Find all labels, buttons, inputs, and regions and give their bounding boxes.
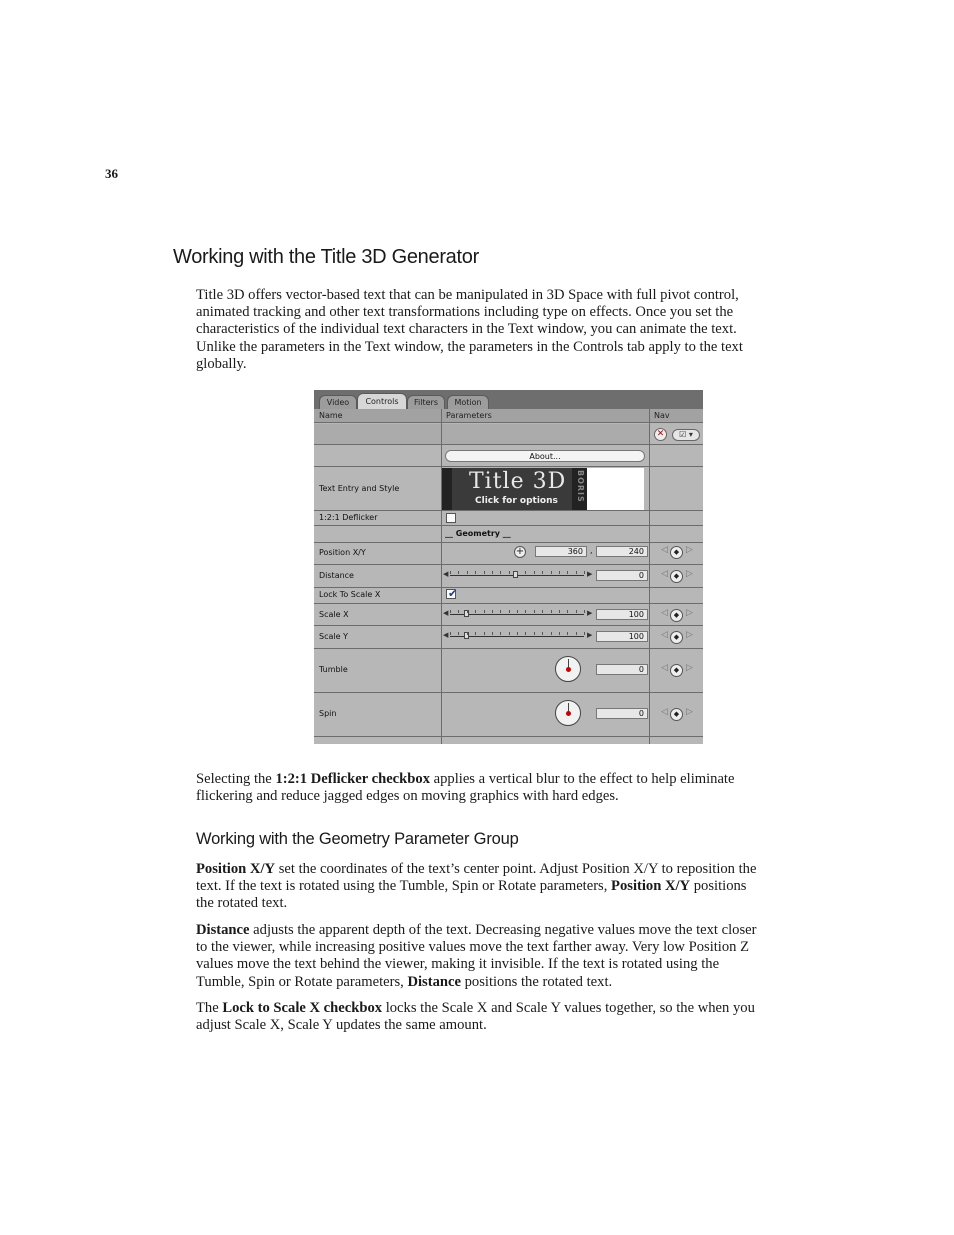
distance-field[interactable]: 0	[596, 570, 648, 581]
prev-keyframe-icon[interactable]: ◁	[661, 608, 668, 618]
keyframe-icon[interactable]: ◆	[670, 664, 683, 677]
slider-tick	[567, 571, 568, 574]
row-label-scale-y: Scale Y	[319, 632, 348, 641]
slider-tick	[475, 610, 476, 613]
geometry-subheading: Working with the Geometry Parameter Group	[196, 830, 519, 848]
slider-tick	[492, 632, 493, 635]
column-header-nav: Nav	[649, 409, 703, 423]
keyframe-icon[interactable]: ◆	[670, 546, 683, 559]
scale-x-slider-track[interactable]	[450, 614, 584, 615]
position-term-2: Position X/Y	[611, 878, 691, 895]
slider-tick	[584, 610, 585, 613]
slider-tick	[542, 571, 543, 574]
slider-tick	[492, 610, 493, 613]
slider-tick	[525, 610, 526, 613]
distance-term: Distance	[196, 922, 250, 938]
prev-keyframe-icon[interactable]: ◁	[661, 569, 668, 579]
position-y-field[interactable]: 240	[596, 546, 648, 557]
column-header-parameters: Parameters	[441, 409, 649, 423]
next-keyframe-icon[interactable]: ▷	[686, 630, 693, 640]
lock-scale-checkbox[interactable]	[446, 589, 456, 599]
tumble-dial[interactable]	[555, 656, 581, 682]
slider-tick	[551, 571, 552, 574]
slider-right-arrow-icon[interactable]: ▶	[587, 631, 593, 639]
slider-tick	[584, 632, 585, 635]
header-row-name-cell	[314, 424, 441, 444]
deflicker-prefix: Selecting the	[196, 771, 276, 787]
position-text-2: positions the rotated text.	[196, 878, 747, 912]
tab-motion[interactable]: Motion	[447, 395, 489, 409]
deflicker-checkbox[interactable]	[446, 513, 456, 523]
prev-keyframe-icon[interactable]: ◁	[661, 663, 668, 673]
slider-tick	[525, 571, 526, 574]
options-menu-icon[interactable]: ☑ ▾	[672, 429, 700, 441]
slider-tick	[484, 610, 485, 613]
title-image-sub-text: Click for options	[475, 496, 558, 506]
distance-text-1: adjusts the apparent depth of the text. Decreasing negative values move the text closer to the viewer, while increasing positive values move the text farther away. Very low Position Z values move the text behind the viewer, making it invisible. If the text is rotated using the Tumble, Spin or Rotate parameters,	[196, 922, 757, 990]
distance-term-2: Distance	[407, 973, 461, 990]
next-keyframe-icon[interactable]: ▷	[686, 707, 693, 717]
slider-tick	[517, 632, 518, 635]
deflicker-suffix: applies a vertical blur to the effect to help eliminate flickering and reduce jagged edges on moving graphics with hard edges.	[196, 771, 735, 805]
row-divider	[314, 736, 703, 737]
next-keyframe-icon[interactable]: ▷	[686, 663, 693, 673]
slider-tick	[484, 632, 485, 635]
slider-tick	[517, 571, 518, 574]
slider-left-arrow-icon[interactable]: ◀	[443, 609, 449, 617]
row-label-spin: Spin	[319, 709, 337, 718]
tumble-field[interactable]: 0	[596, 664, 648, 675]
slider-tick	[567, 610, 568, 613]
reset-icon[interactable]: ✕	[654, 428, 667, 441]
prev-keyframe-icon[interactable]: ◁	[661, 707, 668, 717]
slider-tick	[576, 632, 577, 635]
deflicker-term: 1:2:1 Deflicker checkbox	[275, 771, 430, 787]
position-x-field[interactable]: 360	[535, 546, 587, 557]
slider-tick	[567, 632, 568, 635]
row-label-distance: Distance	[319, 571, 354, 580]
slider-tick	[509, 632, 510, 635]
lock-suffix: locks the Scale X and Scale Y values together, so the when you adjust Scale X, Scale Y updates the same amount.	[196, 1000, 755, 1034]
keyframe-icon[interactable]: ◆	[670, 570, 683, 583]
row-divider	[314, 603, 703, 604]
scale-y-field[interactable]: 100	[596, 631, 648, 642]
section-heading: Working with the Title 3D Generator	[173, 246, 479, 268]
position-text-1: set the coordinates of the text’s center point. Adjust Position X/Y to reposition the text. If the text is rotated using the Tumble, Spin or Rotate parameters,	[196, 861, 757, 895]
row-label-lock: Lock To Scale X	[319, 590, 381, 599]
slider-tick	[534, 610, 535, 613]
scale-x-field[interactable]: 100	[596, 609, 648, 620]
slider-tick	[509, 610, 510, 613]
slider-tick	[584, 571, 585, 574]
scale-y-slider-track[interactable]	[450, 636, 584, 637]
lock-prefix: The	[196, 1000, 223, 1016]
position-term: Position X/Y	[196, 861, 276, 877]
row-label-deflicker: 1:2:1 Deflicker	[319, 513, 378, 522]
slider-tick	[542, 610, 543, 613]
page-number: 36	[105, 166, 118, 181]
column-header-name: Name	[314, 409, 441, 423]
slider-tick	[551, 632, 552, 635]
deflicker-paragraph	[196, 771, 758, 805]
slider-tick	[534, 632, 535, 635]
slider-tick	[492, 571, 493, 574]
row-divider	[314, 564, 703, 565]
slider-tick	[500, 571, 501, 574]
row-divider	[314, 542, 703, 543]
row-label-position: Position X/Y	[319, 548, 366, 557]
keyframe-icon[interactable]: ◆	[670, 609, 683, 622]
slider-tick	[525, 632, 526, 635]
spin-dial[interactable]	[555, 700, 581, 726]
next-keyframe-icon[interactable]: ▷	[686, 608, 693, 618]
prev-keyframe-icon[interactable]: ◁	[661, 630, 668, 640]
slider-tick	[500, 610, 501, 613]
row-label-scale-x: Scale X	[319, 610, 349, 619]
boris-logo: BORIS	[576, 470, 585, 503]
tab-filters[interactable]: Filters	[407, 395, 445, 409]
slider-tick	[458, 571, 459, 574]
lock-term: Lock to Scale X checkbox	[222, 1000, 383, 1016]
slider-left-arrow-icon[interactable]: ◀	[443, 631, 449, 639]
slider-tick	[559, 571, 560, 574]
dial-center-dot	[566, 711, 571, 716]
about-button[interactable]: About...	[445, 450, 645, 462]
slider-tick	[467, 610, 468, 613]
dial-center-dot	[566, 667, 571, 672]
next-keyframe-icon[interactable]: ▷	[686, 545, 693, 555]
row-divider	[314, 648, 703, 649]
slider-tick	[450, 610, 451, 613]
row-divider	[314, 587, 703, 588]
spin-field[interactable]: 0	[596, 708, 648, 719]
slider-tick	[576, 571, 577, 574]
slider-tick	[450, 632, 451, 635]
lock-paragraph	[196, 1000, 758, 1034]
slider-tick	[534, 571, 535, 574]
slider-tick	[458, 610, 459, 613]
slider-tick	[559, 632, 560, 635]
title-image-main-text: Title 3D	[469, 469, 567, 494]
slider-tick	[484, 571, 485, 574]
row-label-tumble: Tumble	[319, 665, 348, 674]
position-paragraph	[196, 861, 758, 913]
slider-left-arrow-icon[interactable]: ◀	[443, 570, 449, 578]
slider-tick	[475, 571, 476, 574]
row-divider	[314, 692, 703, 693]
slider-tick	[467, 632, 468, 635]
distance-text-2: positions the rotated text.	[460, 973, 613, 990]
slider-tick	[500, 632, 501, 635]
tab-video[interactable]: Video	[319, 395, 357, 409]
column-divider	[649, 409, 650, 744]
slider-tick	[517, 610, 518, 613]
tab-controls[interactable]: Controls	[357, 393, 407, 409]
row-divider	[314, 510, 703, 511]
keyframe-icon[interactable]: ◆	[670, 708, 683, 721]
column-divider	[441, 409, 442, 744]
crosshair-icon[interactable]: +	[515, 546, 525, 557]
title-3d-options-button[interactable]	[442, 468, 587, 510]
geometry-group-label: __ Geometry __	[445, 529, 511, 538]
row-divider	[314, 444, 703, 445]
next-keyframe-icon[interactable]: ▷	[686, 569, 693, 579]
slider-tick	[450, 571, 451, 574]
slider-tick	[542, 632, 543, 635]
intro-paragraph: Title 3D offers vector-based text that can be manipulated in 3D Space with full pivot control, animated tracking and other text transformations including type on effects. Once you set the characteristics of the individual text characters in the Text window, you can animate the text. Unlike the parameters in the Text window, the parameters in the Controls tab apply to the text globally.	[196, 287, 743, 372]
prev-keyframe-icon[interactable]: ◁	[661, 545, 668, 555]
preview-box	[587, 468, 644, 510]
keyframe-icon[interactable]: ◆	[670, 631, 683, 644]
controls-panel-screenshot	[314, 390, 703, 744]
slider-tick	[467, 571, 468, 574]
header-row-param-cell	[442, 424, 649, 444]
row-divider	[314, 466, 703, 467]
slider-right-arrow-icon[interactable]: ▶	[587, 609, 593, 617]
slider-tick	[475, 632, 476, 635]
row-divider	[314, 525, 703, 526]
slider-tick	[559, 610, 560, 613]
distance-paragraph	[196, 922, 758, 991]
row-label-text-entry: Text Entry and Style	[319, 484, 400, 493]
slider-right-arrow-icon[interactable]: ▶	[587, 570, 593, 578]
checkmark-icon: ✔	[448, 587, 458, 600]
slider-tick	[576, 610, 577, 613]
row-divider	[314, 625, 703, 626]
slider-tick	[509, 571, 510, 574]
slider-tick	[551, 610, 552, 613]
position-separator: ,	[590, 546, 593, 555]
slider-tick	[458, 632, 459, 635]
